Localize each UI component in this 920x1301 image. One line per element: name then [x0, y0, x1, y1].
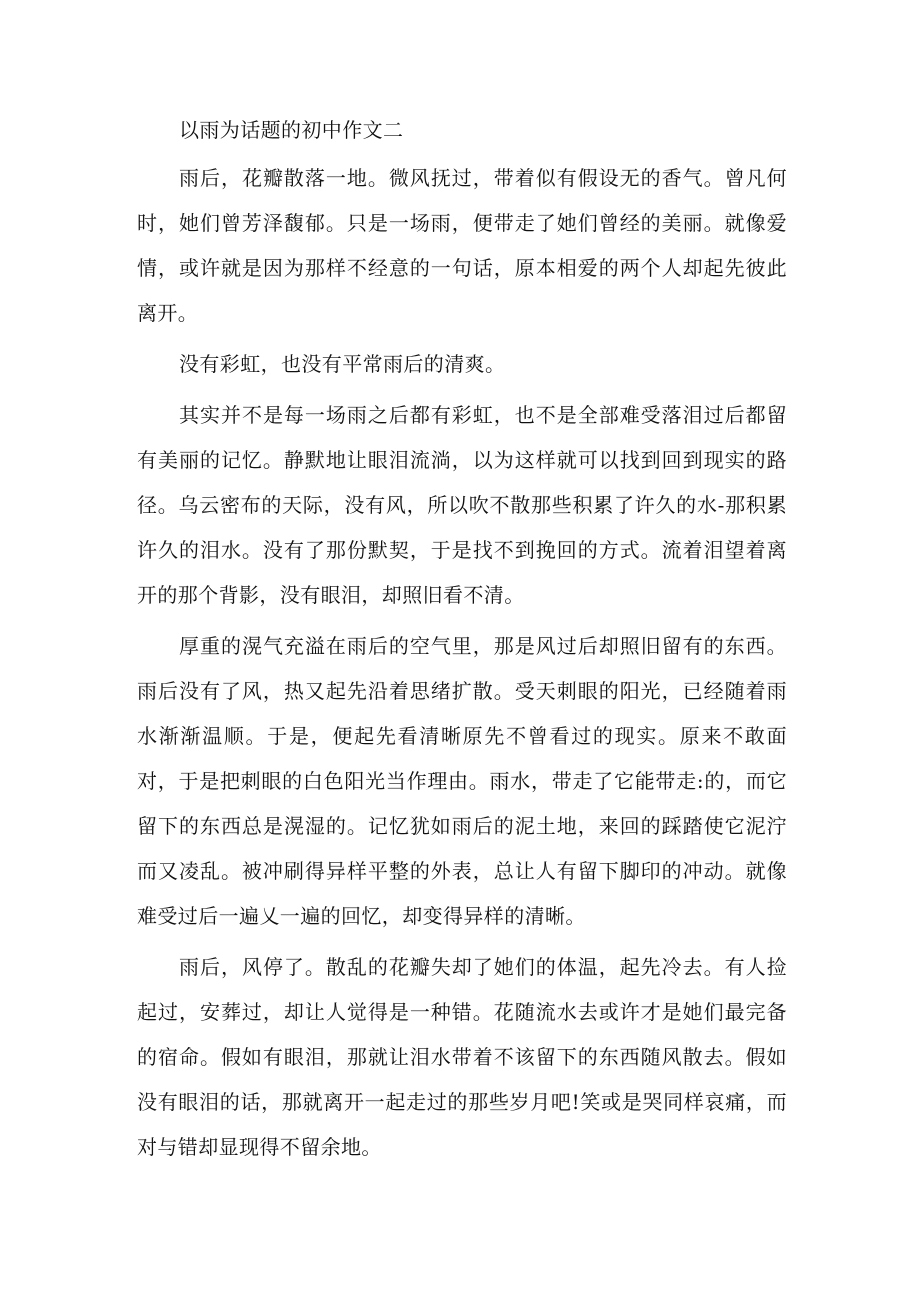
paragraph: 雨后，风停了。散乱的花瓣失却了她们的体温，起先冷去。有人捡起过，安葬过，却让人觉得是一种错。花随流水去或许才是她们最完备的宿命。假如有眼泪，那就让泪水带着不该留下的东西随风散去。假如没有眼泪的话，那就离开一起走过的那些岁月吧!笑或是哭同样哀痛，而对与错却显现得不留余地。: [137, 955, 787, 1159]
document-body: [137, 108, 787, 1176]
paragraph: 雨后，花瓣散落一地。微风抚过，带着似有假设无的香气。曾凡何时，她们曾芳泽馥郁。只是一场雨，便带走了她们曾经的美丽。就像爱情，或许就是因为那样不经意的一句话，原本相爱的两个人却起先彼此离开。: [137, 166, 787, 325]
paragraph: 其实并不是每一场雨之后都有彩虹，也不是全部难受落泪过后都留有美丽的记忆。静默地让眼泪流淌，以为这样就可以找到回到现实的路径。乌云密布的天际，没有风，所以吹不散那些积累了许久的水-那积累许久的泪水。没有了那份默契，于是找不到挽回的方式。流着泪望着离开的那个背影，没有眼泪，却照旧看不清。: [137, 403, 787, 607]
paragraph: 厚重的滉气充溢在雨后的空气里，那是风过后却照旧留有的东西。雨后没有了风，热又起先沿着思绪扩散。受天刺眼的阳光，已经随着雨水渐渐温顺。于是，便起先看清晰原先不曾看过的现实。原来不敢面对，于是把刺眼的白色阳光当作理由。雨水，带走了它能带走:的，而它留下的东西总是滉湿的。记忆犹如雨后的泥土地，来回的踩踏使它泥泞而又凌乱。被冲刷得异样平整的外表，总让人有留下脚印的冲动。就像难受过后一遍乂一遍的回忆，却变得异样的清晰。: [137, 634, 787, 928]
document-title: 以雨为话题的初中作文二: [179, 118, 404, 142]
paragraph: 没有彩虹，也没有平常雨后的清爽。: [179, 352, 506, 376]
